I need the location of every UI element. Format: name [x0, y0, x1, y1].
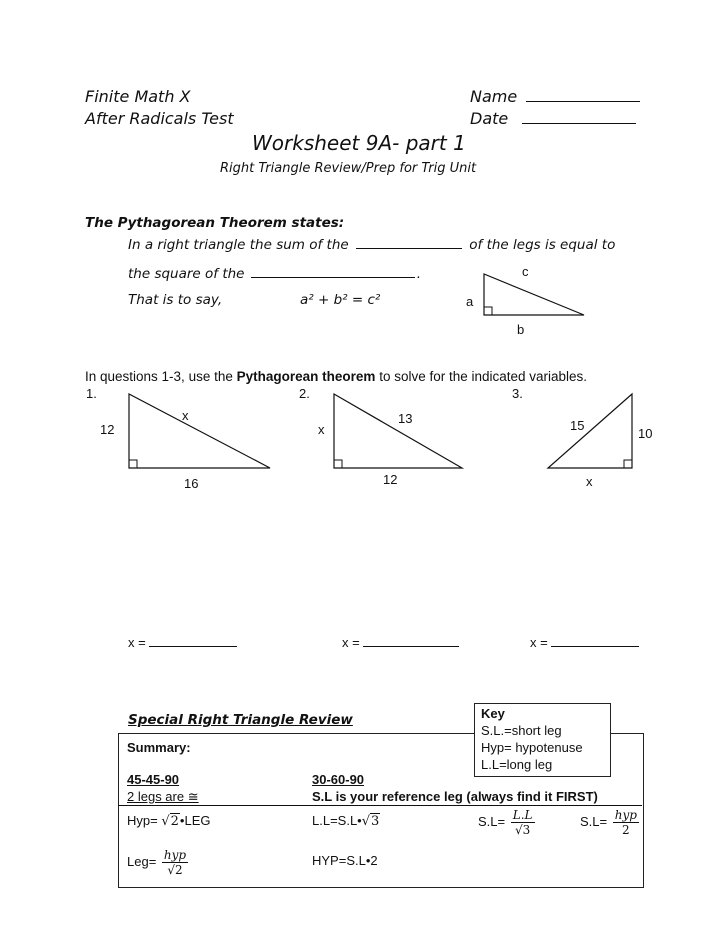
leg-fraction: $\frac{\text{hyp}}{√2}$ [163, 848, 187, 877]
question-1-hyp-label: x [182, 408, 189, 423]
sl2-fraction-den: 2 [622, 823, 630, 837]
question-3-triangle [544, 390, 636, 472]
hyp-formula-45 [127, 813, 211, 829]
key-title: Key [481, 706, 505, 721]
key-box [474, 703, 611, 777]
date-field[interactable] [470, 109, 636, 128]
hyp-formula-leg: •LEG [179, 813, 211, 828]
sl2-fraction-num: hyp [614, 808, 637, 822]
sl1-fraction: $\frac{L.L}{√3}$ [512, 808, 533, 837]
hyp-formula-30: HYP=S.L•2 [312, 853, 378, 868]
intro-text-b: to solve for the indicated variables. [379, 369, 588, 384]
pythagorean-line3: That is to say, [128, 292, 223, 308]
question-1-bottom-label: 16 [184, 476, 199, 491]
pythagorean-formula: a² + b² = c² [300, 292, 381, 308]
key-line-3: L.L=long leg [481, 757, 553, 772]
answer-1[interactable] [128, 632, 237, 650]
sl2-fraction [613, 808, 639, 837]
question-3-hyp-label: 15 [570, 418, 585, 433]
reference-triangle [480, 270, 590, 320]
pythagorean-heading: The Pythagorean Theorem states: [85, 215, 345, 231]
key-line-2: Hyp= hypotenuse [481, 740, 583, 755]
date-label: Date [470, 109, 509, 128]
answer-2[interactable] [342, 632, 459, 650]
answer-2-label: x = [342, 635, 360, 650]
line1-text-b: of the legs is equal to [469, 237, 616, 253]
hyp-formula-label: Hyp= [127, 813, 158, 828]
line2-text-b: . [416, 266, 422, 282]
name-blank[interactable] [526, 87, 640, 102]
name-field[interactable] [470, 87, 640, 106]
question-1-left-label: 12 [100, 422, 115, 437]
question-1-number: 1. [86, 386, 97, 401]
divider-line [118, 805, 642, 806]
answer-2-blank[interactable] [363, 632, 459, 647]
page-title: Worksheet 9A- part 1 [252, 131, 466, 155]
special-heading: Special Right Triangle Review [128, 712, 353, 728]
question-3-right-label: 10 [638, 426, 653, 441]
course-name: Finite Math X [85, 87, 191, 106]
question-3-number: 3. [512, 386, 523, 401]
sqrt-3-symbol: √3 [361, 814, 380, 829]
blank-square-of[interactable] [251, 263, 415, 278]
summary-label: Summary: [127, 740, 191, 755]
intro-bold: Pythagorean theorem [236, 369, 376, 384]
answer-1-blank[interactable] [149, 632, 237, 647]
question-2-bottom-label: 12 [383, 472, 398, 487]
questions-intro [85, 369, 587, 384]
question-2-number: 2. [299, 386, 310, 401]
question-2-triangle [330, 390, 466, 472]
sl1-fraction-num: L.L [512, 808, 533, 822]
leg-formula-label: Leg= [127, 853, 157, 869]
question-2-left-label: x [318, 422, 325, 437]
sl1-label: S.L= [478, 813, 506, 829]
left-sub-45: 2 legs are ≅ [127, 789, 199, 804]
pythagorean-line1 [128, 234, 615, 253]
leg-formula-45 [127, 848, 188, 877]
sl2-label: S.L= [580, 813, 608, 829]
answer-3[interactable] [530, 632, 639, 650]
page-subtitle: Right Triangle Review/Prep for Trig Unit [220, 161, 477, 176]
diagram-label-a: a [466, 294, 474, 309]
key-line-1: S.L.=short leg [481, 723, 562, 738]
leg-fraction-num: hyp [163, 848, 187, 862]
answer-1-label: x = [128, 635, 146, 650]
sl-formula-1 [478, 808, 535, 837]
diagram-label-c: c [522, 264, 529, 279]
name-label: Name [470, 87, 518, 106]
line2-text-a: the square of the [128, 266, 245, 282]
date-blank[interactable] [522, 109, 636, 124]
leg-fraction-den: 2 [175, 863, 183, 877]
pythagorean-line2 [128, 263, 421, 282]
sqrt-2-symbol: √2 [161, 814, 179, 829]
subtitle-left: After Radicals Test [85, 109, 234, 128]
right-heading-30: 30-60-90 [312, 772, 365, 787]
sl1-fraction-den: 3 [522, 823, 531, 837]
line1-text-a: In a right triangle the sum of the [128, 237, 349, 253]
right-sub-30: S.L is your reference leg (always find it FIRST) [312, 789, 598, 804]
blank-sum-of[interactable] [356, 234, 462, 249]
answer-3-blank[interactable] [551, 632, 639, 647]
question-2-hyp-label: 13 [398, 411, 413, 426]
ll-formula-30 [312, 813, 380, 829]
ll-formula-label: L.L=S.L• [312, 813, 362, 828]
left-heading-45: 45-45-90 [127, 772, 180, 787]
intro-text-a: In questions 1-3, use the [85, 369, 233, 384]
question-1-triangle [125, 390, 275, 472]
diagram-label-b: b [517, 322, 525, 337]
question-3-bottom-label: x [586, 474, 593, 489]
answer-3-label: x = [530, 635, 548, 650]
sl-formula-2 [580, 808, 639, 837]
